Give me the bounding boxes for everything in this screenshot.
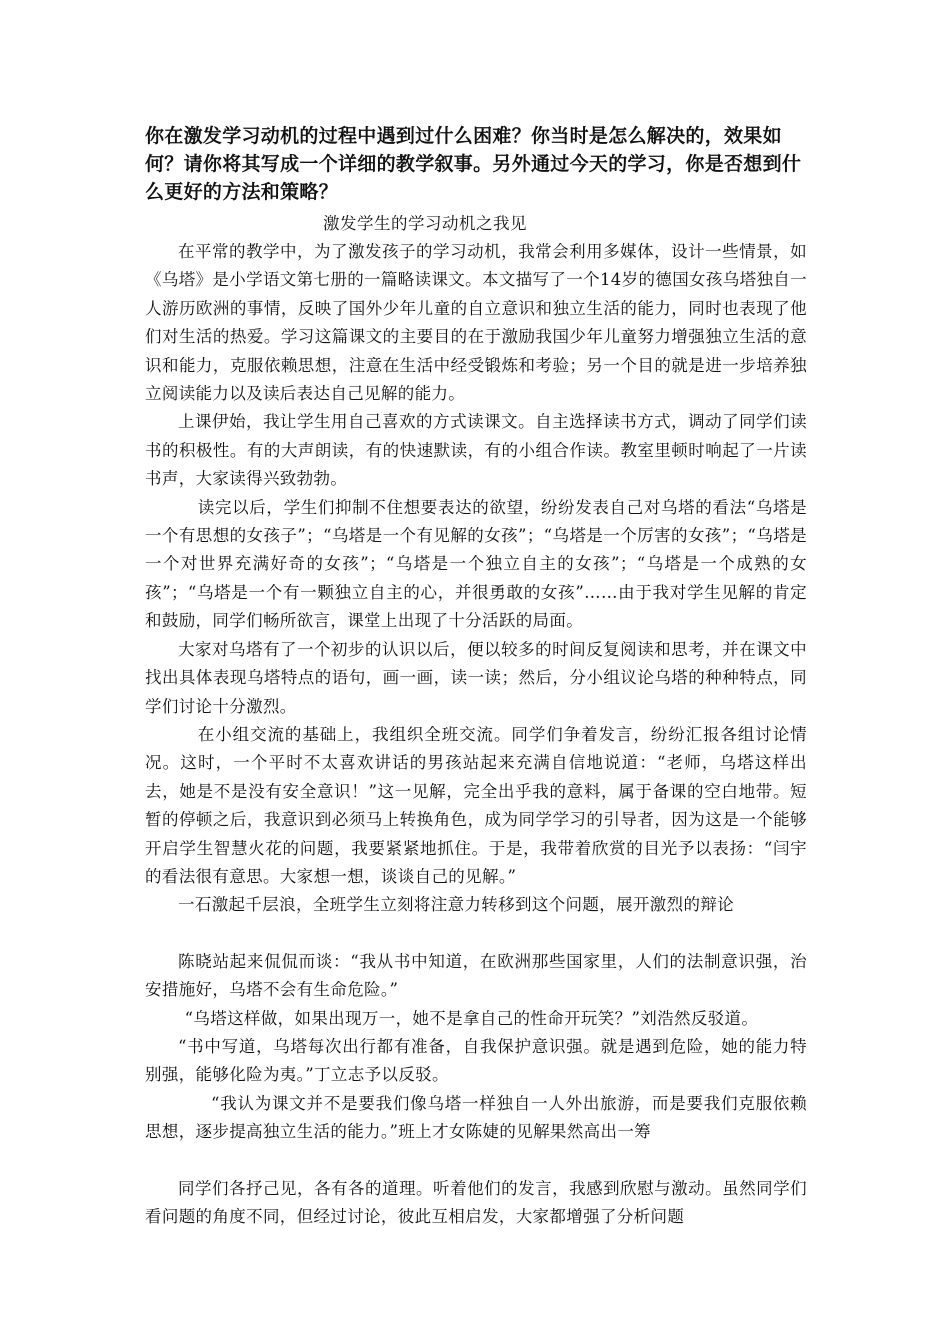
paragraph-chenxiao: 陈晓站起来侃侃而谈：“我从书中知道，在欧洲那些国家里，人们的法制意识强，治安措施好，乌塔不会有生命危险。” <box>145 951 807 1000</box>
paragraph-dinglizhi: “书中写道，乌塔每次出行都有准备，自我保护意识强。就是遇到危险，她的能力特别强，能够化险为夷。”丁立志予以反驳。 <box>145 1036 807 1085</box>
paragraph-reading: 上课伊始，我让学生用自己喜欢的方式读课文。自主选择读书方式，调动了同学们读书的积极性。有的大声朗读，有的快速默读，有的小组合作读。教室里顿时响起了一片读书声，大家读得兴致勃勃。 <box>145 412 807 489</box>
paragraph-chenjie: “我认为课文并不是要我们像乌塔一样独自一人外出旅游，而是要我们克服依赖思想，逐步提高独立生活的能力。”班上才女陈婕的见解果然高出一筹 <box>145 1093 807 1142</box>
paragraph-debate-start: 一石激起千层浪，全班学生立刻将注意力转移到这个问题，展开激烈的辩论 <box>178 895 735 915</box>
document-body <box>145 122 807 1231</box>
paragraph-liuhaoran: “乌塔这样做，如果出现万一，她不是拿自己的性命开玩笑？”刘浩然反驳道。 <box>184 1008 759 1028</box>
blank-line <box>145 1147 807 1175</box>
paragraph-opinions: 读完以后，学生们抑制不住想要表达的欲望，纷纷发表自己对乌塔的看法“乌塔是一个有思想的女孩子”；“乌塔是一个有见解的女孩”；“乌塔是一个厉害的女孩”；“乌塔是一个对世界充满好奇的女孩”；“乌塔是一个独立自主的女孩”；“乌塔是一个成熟的女孩”；“乌塔是一个有一颗独立自主的心，并很勇敢的女孩”……由于我对学生见解的肯定和鼓励，同学们畅所欲言，课堂上出现了十分活跃的局面。 <box>145 497 807 631</box>
essay-title: 激发学生的学习动机之我见 <box>323 214 527 233</box>
blank-line <box>145 920 807 948</box>
paragraph-conclusion: 同学们各抒己见，各有各的道理。听着他们的发言，我感到欣慰与激动。虽然同学们看问题的角度不同，但经过讨论，彼此互相启发，大家都增强了分析问题 <box>145 1178 807 1226</box>
paragraph-class-exchange: 在小组交流的基础上，我组织全班交流。同学们争着发言，纷纷汇报各组讨论情况。这时，一个平时不太喜欢讲话的男孩站起来充满自信地说道：“老师，乌塔这样出去，她是不是没有安全意识！”这一见解，完全出乎我的意料，属于备课的空白地带。短暂的停顿之后，我意识到必须马上转换角色，成为同学学习的引导者，因为这是一个能够开启学生智慧火花的问题，我要紧紧地抓住。于是，我带着欣赏的目光予以表扬：“闫宇的看法很有意思。大家想一想，谈谈自己的见解。” <box>145 724 807 886</box>
paragraph-intro: 在平常的教学中，为了激发孩子的学习动机，我常会利用多媒体，设计一些情景，如《乌塔》是小学语文第七册的一篇略读课文。本文描写了一个14岁的德国女孩乌塔独自一人游历欧洲的事情，反映了国外少年儿童的自立意识和独立生活的能力，同时也表现了他们对生活的热爱。学习这篇课文的主要目的在于激励我国少年儿童努力增强独立生活的意识和能力，克服依赖思想，注意在生活中经受锻炼和考验；另一个目的就是进一步培养独立阅读能力以及读后表达自己见解的能力。 <box>145 242 807 404</box>
assignment-question: 你在激发学习动机的过程中遇到过什么困难？你当时是怎么解决的，效果如何？请你将其写成一个详细的教学叙事。另外通过今天的学习，你是否想到什么更好的方法和策略？ <box>145 125 802 203</box>
paragraph-discussion: 大家对乌塔有了一个初步的认识以后，便以较多的时间反复阅读和思考，并在课文中找出具体表现乌塔特点的语句，画一画，读一读；然后，分小组议论乌塔的种种特点，同学们讨论十分激烈。 <box>145 639 807 716</box>
